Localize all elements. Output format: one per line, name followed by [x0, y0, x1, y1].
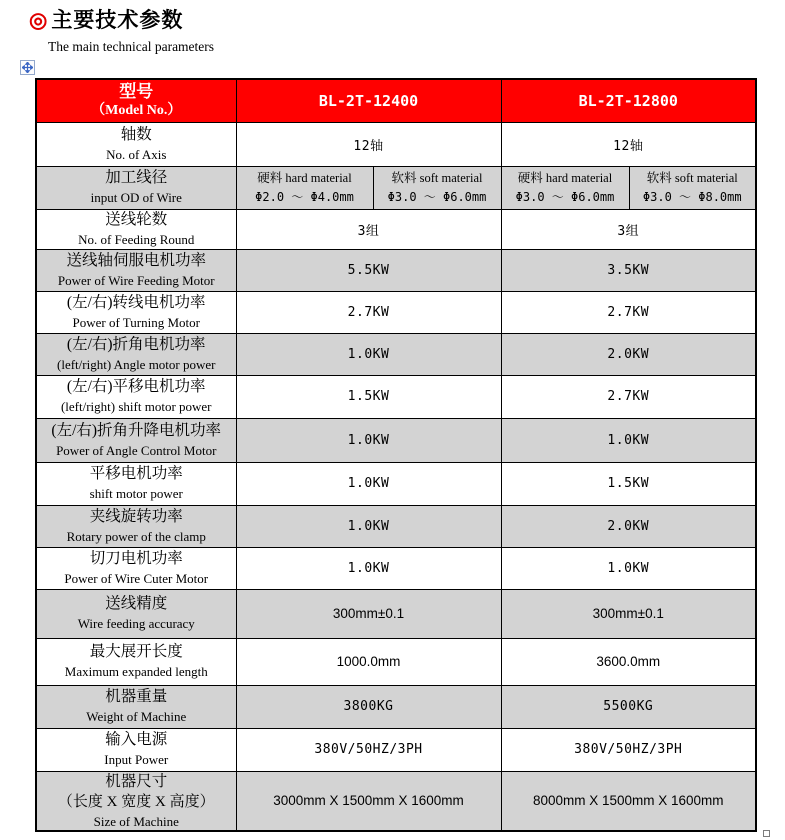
diameter-range: Φ3.0 ～ Φ6.0mm — [387, 189, 487, 204]
header-model-label-cell — [36, 79, 236, 122]
page-subtitle: The main technical parameters — [48, 39, 215, 54]
row-label-en: Power of Wire Cuter Motor — [64, 570, 209, 586]
table-header-row — [36, 79, 756, 122]
row-label-zh: (左/右)转线电机功率 — [66, 293, 206, 311]
table-row — [36, 122, 756, 166]
value-cell: 300mm±0.1 — [236, 589, 501, 638]
table-row — [36, 249, 756, 291]
material-label: 硬料 hard material — [517, 171, 613, 186]
value-cell: 380V/50HZ/3PH — [501, 728, 756, 771]
row-label-cell — [36, 589, 236, 638]
row-label-cell — [36, 547, 236, 589]
material-cell — [629, 166, 756, 209]
row-label-en: Weight of Machine — [86, 709, 187, 725]
row-label-zh: 送线精度 — [105, 595, 168, 613]
row-label-en: Rotary power of the clamp — [66, 528, 206, 544]
value-cell: 3000mm X 1500mm X 1600mm — [236, 771, 501, 831]
technical-parameters-table — [35, 78, 757, 832]
row-label-cell — [36, 728, 236, 771]
table-row — [36, 638, 756, 685]
value-cell: 12轴 — [501, 122, 756, 166]
row-label-zh2: （长度 X 宽度 X 高度） — [57, 794, 215, 811]
value-cell: 5.5KW — [236, 249, 501, 291]
row-label-zh: 切刀电机功率 — [89, 549, 183, 567]
table-row — [36, 375, 756, 418]
row-label-zh: 机器重量 — [105, 688, 168, 706]
value-cell: 1.5KW — [501, 462, 756, 505]
table-row — [36, 589, 756, 638]
row-label-zh: 送线轮数 — [105, 210, 168, 228]
material-label: 软料 soft material — [646, 171, 738, 186]
row-label-zh: 输入电源 — [105, 731, 168, 749]
value-cell: 1.0KW — [501, 418, 756, 462]
row-label-cell — [36, 375, 236, 418]
row-label-zh: (左/右)折角升降电机功率 — [51, 421, 222, 439]
material-cell — [373, 166, 501, 209]
row-label-zh: 机器尺寸 — [105, 772, 168, 790]
table-row — [36, 418, 756, 462]
material-cell — [236, 166, 373, 209]
value-cell: 1000.0mm — [236, 638, 501, 685]
value-cell: 3组 — [236, 209, 501, 249]
row-label-cell — [36, 291, 236, 333]
table-move-handle[interactable] — [20, 60, 35, 75]
row-label-cell — [36, 771, 236, 831]
row-label-en: Wire feeding accuracy — [77, 616, 195, 632]
row-label-en: Power of Angle Control Motor — [56, 442, 217, 458]
header-label-zh: 型号 — [119, 82, 154, 102]
value-cell: 1.0KW — [236, 462, 501, 505]
table-row — [36, 547, 756, 589]
page-title — [29, 4, 183, 34]
header-label-en: （Model No.） — [91, 103, 182, 119]
value-cell: 3.5KW — [501, 249, 756, 291]
row-label-en: input OD of Wire — [90, 190, 182, 206]
row-label-cell — [36, 209, 236, 249]
value-cell: 2.0KW — [501, 333, 756, 375]
row-label-en: (left/right) Angle motor power — [57, 356, 216, 372]
title-bullet-icon: ◎ — [29, 8, 49, 32]
row-label-cell — [36, 122, 236, 166]
row-label-en: shift motor power — [89, 486, 183, 502]
value-cell: 300mm±0.1 — [501, 589, 756, 638]
value-cell: 5500KG — [501, 685, 756, 728]
table-row — [36, 685, 756, 728]
material-cell — [501, 166, 629, 209]
value-cell: 3600.0mm — [501, 638, 756, 685]
value-cell: 1.0KW — [501, 547, 756, 589]
row-label-en: Maximum expanded length — [64, 664, 208, 680]
material-label: 软料 soft material — [391, 171, 483, 186]
table-row — [36, 505, 756, 547]
row-label-en: No. of Feeding Round — [78, 231, 195, 247]
diameter-range: Φ2.0 ～ Φ4.0mm — [255, 189, 354, 204]
table-resize-handle[interactable] — [763, 830, 770, 837]
row-label-zh: 平移电机功率 — [89, 465, 183, 483]
value-cell: 380V/50HZ/3PH — [236, 728, 501, 771]
table-row — [36, 209, 756, 249]
value-cell: 12轴 — [236, 122, 501, 166]
table-row — [36, 166, 756, 209]
row-label-cell — [36, 505, 236, 547]
row-label-cell — [36, 462, 236, 505]
diameter-range: Φ3.0 ～ Φ6.0mm — [515, 189, 615, 204]
page-title-text: 主要技术参数 — [51, 8, 184, 32]
row-label-zh: (左/右)折角电机功率 — [66, 335, 206, 353]
row-label-en: Power of Wire Feeding Motor — [57, 272, 215, 288]
row-label-en: Input Power — [104, 752, 169, 768]
row-label-cell — [36, 685, 236, 728]
value-cell: 1.0KW — [236, 547, 501, 589]
row-label-en: Size of Machine — [93, 813, 179, 829]
material-label: 硬料 hard material — [257, 171, 352, 186]
row-label-cell — [36, 638, 236, 685]
value-cell: 1.0KW — [236, 418, 501, 462]
value-cell: 3800KG — [236, 685, 501, 728]
table-row — [36, 333, 756, 375]
table-row — [36, 462, 756, 505]
row-label-cell — [36, 333, 236, 375]
row-label-en: (left/right) shift motor power — [60, 399, 212, 415]
table-row — [36, 728, 756, 771]
value-cell: 2.0KW — [501, 505, 756, 547]
value-cell: 2.7KW — [501, 291, 756, 333]
row-label-zh: (左/右)平移电机功率 — [66, 378, 206, 396]
header-model-1: BL-2T-12400 — [236, 79, 501, 122]
diameter-range: Φ3.0 ～ Φ8.0mm — [642, 189, 742, 204]
row-label-cell — [36, 249, 236, 291]
header-model-2: BL-2T-12800 — [501, 79, 756, 122]
row-label-zh: 轴数 — [120, 125, 152, 143]
table-row — [36, 291, 756, 333]
table-row — [36, 771, 756, 831]
value-cell: 2.7KW — [501, 375, 756, 418]
row-label-cell — [36, 418, 236, 462]
value-cell: 1.0KW — [236, 333, 501, 375]
value-cell: 1.5KW — [236, 375, 501, 418]
row-label-cell — [36, 166, 236, 209]
value-cell: 2.7KW — [236, 291, 501, 333]
row-label-zh: 最大展开长度 — [89, 643, 183, 661]
move-arrows-icon — [22, 62, 33, 73]
value-cell: 8000mm X 1500mm X 1600mm — [501, 771, 756, 831]
row-label-zh: 送线轴伺服电机功率 — [66, 251, 206, 269]
row-label-en: Power of Turning Motor — [72, 314, 200, 330]
row-label-zh: 夹线旋转功率 — [89, 507, 183, 525]
value-cell: 1.0KW — [236, 505, 501, 547]
value-cell: 3组 — [501, 209, 756, 249]
row-label-en: No. of Axis — [106, 146, 167, 162]
row-label-zh: 加工线径 — [105, 169, 168, 187]
